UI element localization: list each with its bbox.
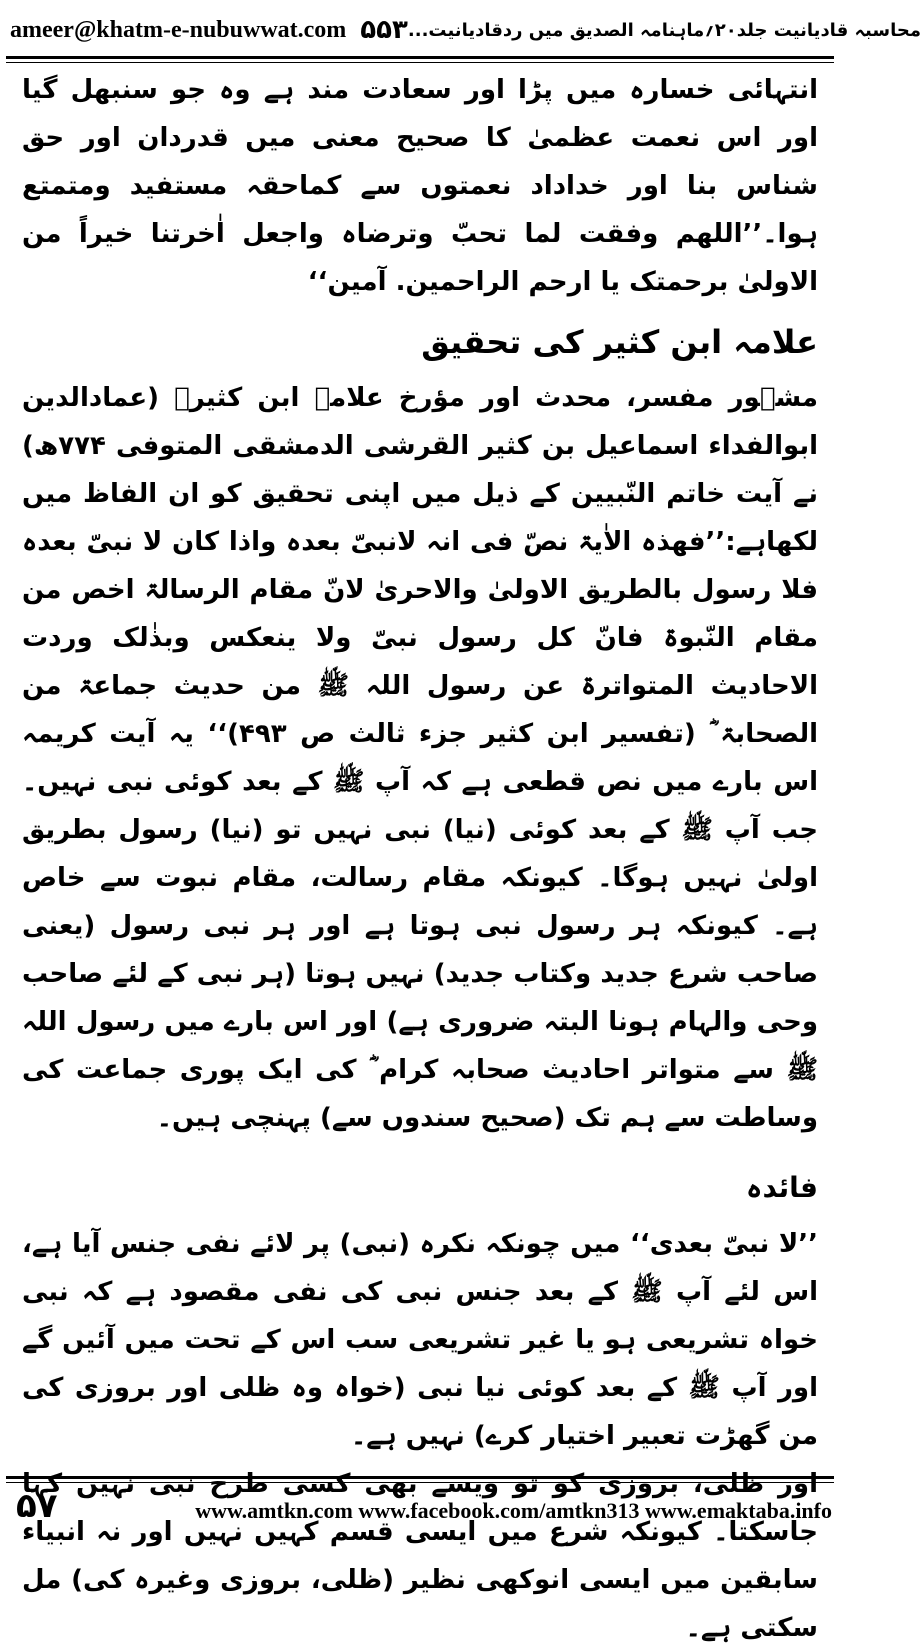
footer-divider [6, 1476, 834, 1483]
footer-page-number: ۵۷ [16, 1486, 58, 1526]
page-header [10, 6, 921, 54]
header-divider [6, 56, 834, 63]
page-footer [0, 1476, 840, 1536]
header-page-number: ۵۵۳ [360, 15, 408, 45]
paragraph-ibn-kathir: مشہور مفسر، محدث اور مؤرخ علامہ ابن کثیرؒ (عمادالدین ابوالفداء اسماعیل بن کثیر القرشی الدمشقی المتوفی ۷۷۴ھ) نے آیت خاتم النّبیین کے ذیل میں اپنی تحقیق کو ان الفاظ میں لکھاہے:’’فھذہ الاٰیۃ نصّ فی انہ لانبیّ بعدہ واذا کان لا نبیّ بعدہ فلا رسول بالطریق الاولیٰ والاحریٰ لانّ مقام الرسالۃ اخص من مقام النّبوۃ فانّ کل رسول نبیّ ولا ینعکس وبذٰلک وردت الاحادیث المتواترۃ عن رسول اللہ ﷺ من حدیث جماعۃ من الصحابۃ ؓ (تفسیر ابن کثیر جزء ثالث ص ۴۹۳)‘‘ یہ آیت کریمہ اس بارے میں نص قطعی ہے کہ آپ ﷺ کے بعد کوئی نبی نہیں۔ جب آپ ﷺ کے بعد کوئی (نیا) نبی نہیں تو (نیا) رسول بطریق اولیٰ نہیں ہوگا۔ کیونکہ مقام رسالت، مقام نبوت سے خاص ہے۔ کیونکہ ہر رسول نبی ہوتا ہے اور ہر نبی رسول (یعنی صاحب شرع جدید وکتاب جدید) نہیں ہوتا (ہر نبی کے لئے صاحب وحی والہام ہونا البتہ ضروری ہے) اور اس بارے میں رسول اللہ ﷺ سے متواتر احادیث صحابہ کرام ؓ کی ایک پوری جماعت کی وساطت سے ہم تک (صحیح سندوں سے) پہنچی ہیں۔ [22, 383, 818, 1133]
paragraph-closing: اور ظلی، بروزی کو تو ویسے بھی کسی طرح نبی نہیں کہا جاسکتا۔ کیونکہ شرع میں ایسی قسم کہیں نہیں اور نہ انبیاء سابقین میں ایسی انوکھی نظیر (ظلی، بروزی وغیرہ کی) مل سکتی ہے۔ [22, 1469, 818, 1643]
paragraph-intro: انتہائی خسارہ میں پڑا اور سعادت مند ہے وہ جو سنبھل گیا اور اس نعمت عظمیٰ کا صحیح معنی میں قدردان اور حق شناس بنا اور خداداد نعمتوں سے کماحقہ مستفید ومتمتع ہوا۔’’اللھم وفقت لما تحبّ وترضاہ واجعل اٰخرتنا خیراً من الاولیٰ برحمتک یا ارحم الراحمین. آمین‘‘ [22, 75, 818, 297]
header-email: ameer@khatm-e-nubuwwat.com [10, 16, 347, 43]
section-heading-faida: فائدہ [746, 1171, 818, 1204]
section-heading-ibn-kathir: علامہ ابن کثیر کی تحقیق [421, 323, 818, 361]
paragraph-faida: ’’لا نبیّ بعدی‘‘ میں چونکہ نکرہ (نبی) پر لائے نفی جنس آیا ہے، اس لئے آپ ﷺ کے بعد جنس نبی کی نفی مقصود ہے کہ نبی خواہ تشریعی ہو یا غیر تشریعی سب اس کے تحت میں آئیں گے اور آپ ﷺ کے بعد کوئی نیا نبی (خواہ وہ ظلی اور بروزی کی من گھڑت تعبیر اختیار کرے) نہیں ہے۔ [22, 1229, 818, 1451]
footer-links: www.amtkn.com www.facebook.com/amtkn313 www.emaktaba.info [195, 1498, 832, 1523]
header-title: محاسبہ قادیانیت جلد۲۰؍ماہنامہ الصدیق میں ردقادیانیت... [407, 19, 921, 41]
